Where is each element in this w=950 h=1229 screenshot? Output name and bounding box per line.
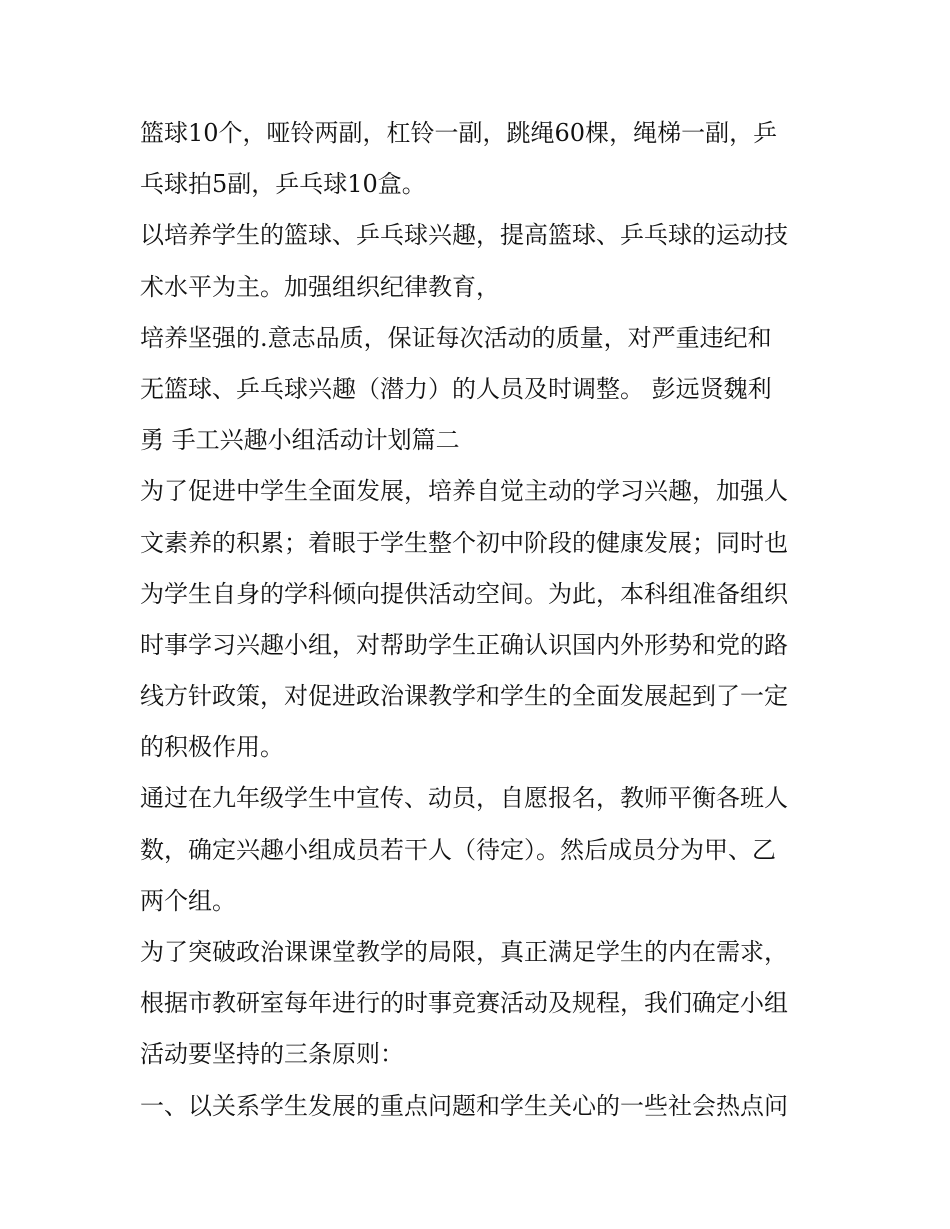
text-line: 为了促进中学生全面发展，培养自觉主动的学习兴趣，加强人 — [140, 477, 788, 506]
text-line: 时事学习兴趣小组，对帮助学生正确认识国内外形势和党的路 — [140, 630, 788, 659]
text-line: 通过在九年级学生中宣传、动员，自愿报名，教师平衡各班人 — [140, 784, 788, 813]
text-line: 术水平为主。加强组织纪律教育， — [140, 272, 500, 301]
text-line: 两个组。 — [140, 886, 236, 915]
text-line: 培养坚强的.意志品质，保证每次活动的质量，对严重违纪和 — [140, 323, 772, 352]
text-line: 线方针政策，对促进政治课教学和学生的全面发展起到了一定 — [140, 682, 788, 711]
text-line: 为了突破政治课课堂教学的局限，真正满足学生的内在需求， — [140, 938, 788, 966]
text-line: 无篮球、乒乓球兴趣（潜力）的人员及时调整。 彭远贤魏利 — [140, 374, 772, 403]
text-line: 文素养的积累；着眼于学生整个初中阶段的健康发展；同时也 — [140, 528, 788, 557]
text-line: 根据市教研室每年进行的时事竞赛活动及规程，我们确定小组 — [140, 989, 788, 1018]
text-line: 的积极作用。 — [140, 733, 284, 762]
text-line: 篮球10个，哑铃两副，杠铃一副，跳绳60棵，绳梯一副，乒 — [140, 119, 778, 147]
text-line: 以培养学生的篮球、乒乓球兴趣，提高篮球、乒乓球的运动技 — [140, 221, 788, 250]
text-line: 勇 手工兴趣小组活动计划篇二 — [140, 426, 460, 455]
text-line: 一、以关系学生发展的重点问题和学生关心的一些社会热点问 — [140, 1091, 788, 1120]
text-line: 活动要坚持的三条原则： — [140, 1040, 404, 1069]
text-line: 乓球拍5副，乒乓球10盒。 — [140, 170, 426, 199]
text-line: 数，确定兴趣小组成员若干人（待定）。然后成员分为甲、乙 — [140, 835, 776, 864]
text-line: 为学生自身的学科倾向提供活动空间。为此，本科组准备组织 — [140, 579, 788, 608]
document-body — [140, 108, 820, 1132]
